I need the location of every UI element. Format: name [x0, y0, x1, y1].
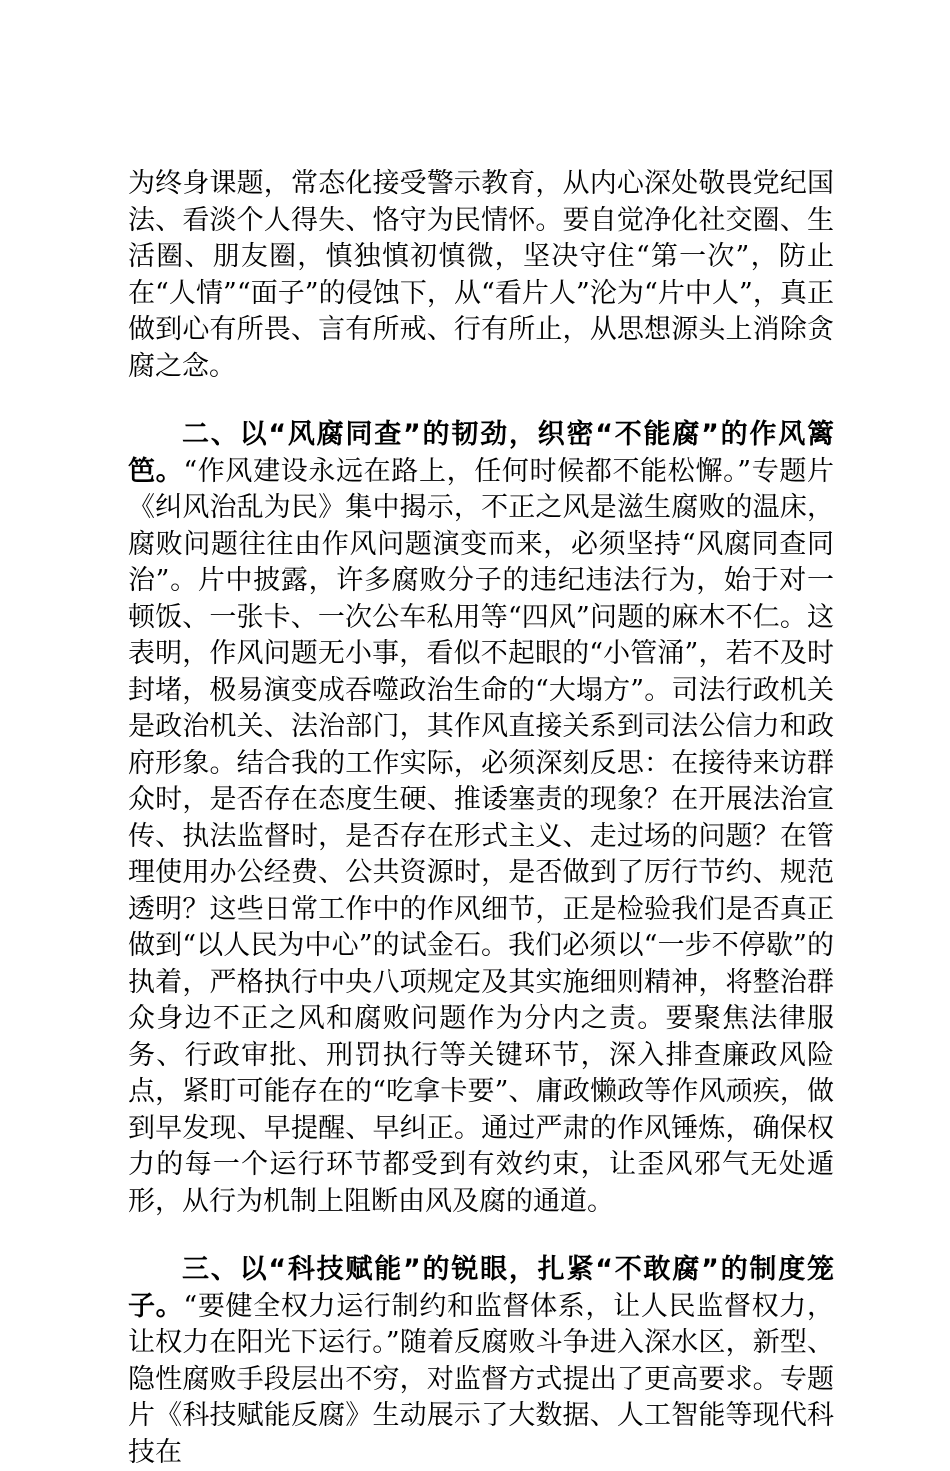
paragraph-3: [128, 1252, 834, 1471]
paragraph-3-body: “要健全权力运行制约和监督体系，让人民监督权力，让权力在阳光下运行。”随着反腐败斗争进入深水区，新型、隐性腐败手段层出不穷，对监督方式提出了更高要求。专题片《科技赋能反腐》生动展示了大数据、人工智能等现代科技在: [128, 1290, 834, 1468]
paragraph-gap: [128, 385, 834, 417]
section-heading-2: 二、以“风腐同查”的韧劲，织密“不能腐”的作风篱笆。: [128, 419, 834, 487]
paragraph-2-body: “作风建设永远在路上，任何时候都不能松懈。”专题片《纠风治乱为民》集中揭示，不正之风是滋生腐败的温床，腐败问题往往由作风问题演变而来，必须坚持“风腐同查同治”。片中披露，许多腐败分子的违纪违法行为，始于对一顿饭、一张卡、一次公车私用等“四风”问题的麻木不仁。这表明，作风问题无小事，看似不起眼的“小管涌”，若不及时封堵，极易演变成吞噬政治生命的“大塌方”。司法行政机关是政治机关、法治部门，其作风直接关系到司法公信力和政府形象。结合我的工作实际，必须深刻反思：在接待来访群众时，是否存在态度生硬、推诿塞责的现象？在开展法治宣传、执法监督时，是否存在形式主义、走过场的问题？在管理使用办公经费、公共资源时，是否做到了厉行节约、规范透明？这些日常工作中的作风细节，正是检验我们是否真正做到“以人民为中心”的试金石。我们必须以“一步不停歇”的执着，严格执行中央八项规定及其实施细则精神，将整治群众身边不正之风和腐败问题作为分内之责。要聚焦法律服务、行政审批、刑罚执行等关键环节，深入排查廉政风险点，紧盯可能存在的“吃拿卡要”、庸政懒政等作风顽疾，做到早发现、早提醒、早纠正。通过严肃的作风锤炼，确保权力的每一个运行环节都受到有效约束，让歪风邪气无处遁形，从行为机制上阻断由风及腐的通道。: [128, 455, 835, 1217]
paragraph-gap: [128, 1220, 834, 1252]
document-page: [128, 166, 834, 1471]
paragraph-1: 为终身课题，常态化接受警示教育，从内心深处敬畏党纪国法、看淡个人得失、恪守为民情怀。要自觉净化社交圈、生活圈、朋友圈，慎独慎初慎微，坚决守住“第一次”，防止在“人情”“面子”的侵蚀下，从“看片人”沦为“片中人”，真正做到心有所畏、言有所戒、行有所止，从思想源头上消除贪腐之念。: [128, 168, 834, 382]
paragraph-2: [128, 417, 834, 1220]
section-heading-3: 三、以“科技赋能”的锐眼，扎紧“不敢腐”的制度笼子。: [128, 1254, 834, 1322]
